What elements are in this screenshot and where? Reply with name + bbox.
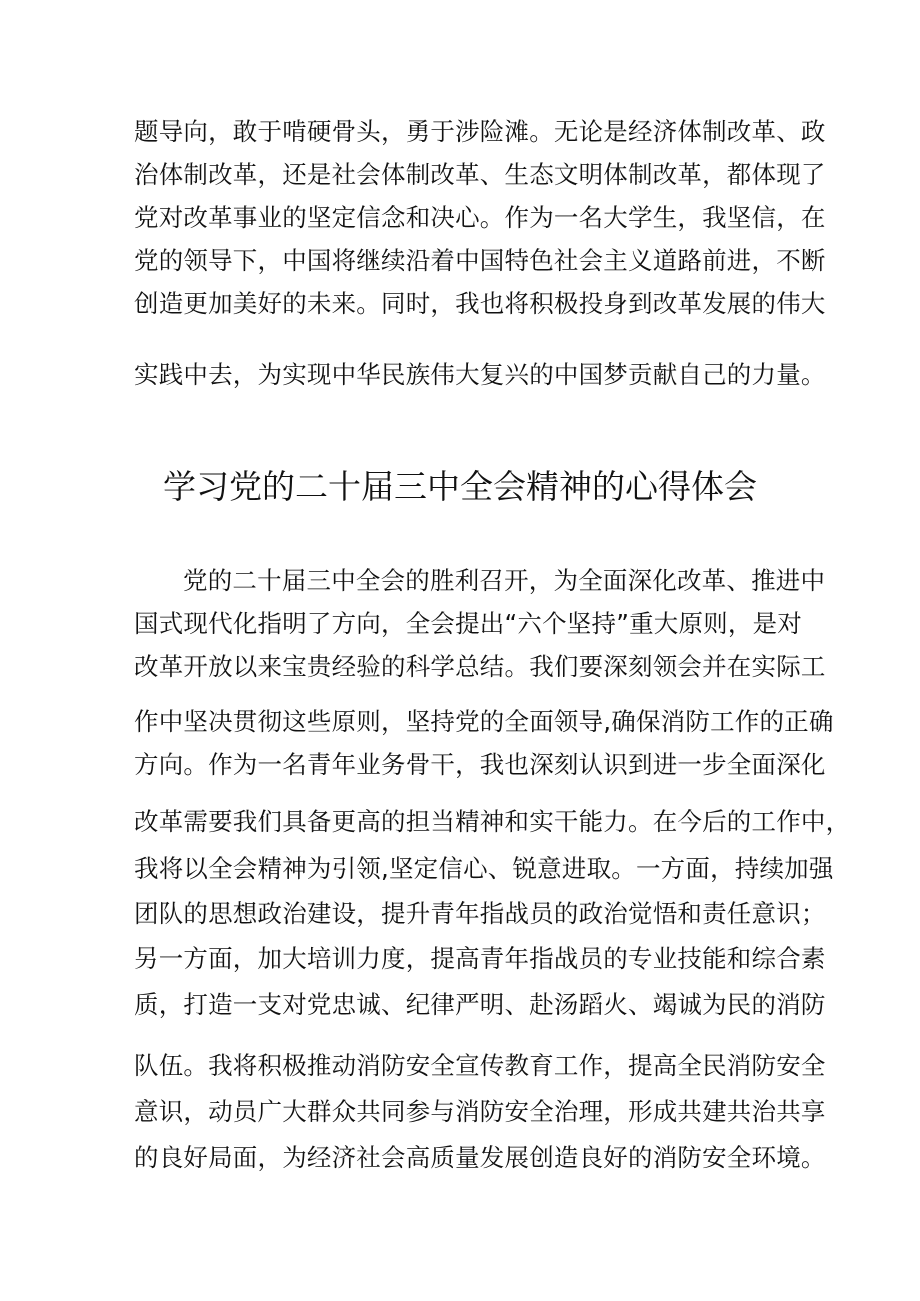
text-line: 党的领导下，中国将继续沿着中国特色社会主义道路前进，不断 — [134, 246, 826, 275]
text-line: 治体制改革，还是社会体制改革、生态文明体制改革，都体现了 — [134, 160, 826, 189]
article-title: 学习党的二十届三中全会精神的心得体会 — [163, 467, 757, 506]
text-line: 方向。作为一名青年业务骨干，我也深刻认识到进一步全面深化 — [134, 750, 826, 779]
text-line: 我将以全会精神为引领,坚定信心、锐意进取。一方面，持续加强 — [134, 854, 834, 883]
text-line: 另一方面，加大培训力度，提高青年指战员的专业技能和综合素 — [134, 944, 826, 973]
text-line: 创造更加美好的未来。同时，我也将积极投身到改革发展的伟大 — [134, 289, 826, 318]
text-line: 题导向，敢于啃硬骨头，勇于涉险滩。无论是经济体制改革、政 — [134, 117, 826, 146]
text-line: 质，打造一支对党忠诚、纪律严明、赴汤蹈火、竭诚为民的消防 — [134, 990, 826, 1019]
text-line: 党的二十届三中全会的胜利召开，为全面深化改革、推进中 — [183, 566, 826, 595]
text-line: 实践中去，为实现中华民族伟大复兴的中国梦贡献自己的力量。 — [134, 360, 826, 389]
text-line: 队伍。我将积极推动消防安全宣传教育工作，提高全民消防安全 — [134, 1051, 826, 1080]
text-line: 团队的思想政治建设，提升青年指战员的政治觉悟和责任意识； — [134, 899, 826, 928]
text-line: 意识，动员广大群众共同参与消防安全治理，形成共建共治共享 — [134, 1097, 826, 1126]
text-line: 党对改革事业的坚定信念和决心。作为一名大学生，我坚信，在 — [134, 203, 826, 232]
text-line: 国式现代化指明了方向，全会提出“六个坚持”重大原则，是对 — [134, 609, 802, 638]
text-line: 的良好局面，为经济社会高质量发展创造良好的消防安全环境。 — [134, 1143, 826, 1172]
text-line: 作中坚决贯彻这些原则，坚持党的全面领导,确保消防工作的正确 — [134, 707, 834, 736]
text-line: 改革开放以来宝贵经验的科学总结。我们要深刻领会并在实际工 — [134, 652, 826, 681]
text-line: 改革需要我们具备更高的担当精神和实干能力。在今后的工作中， — [134, 807, 851, 836]
